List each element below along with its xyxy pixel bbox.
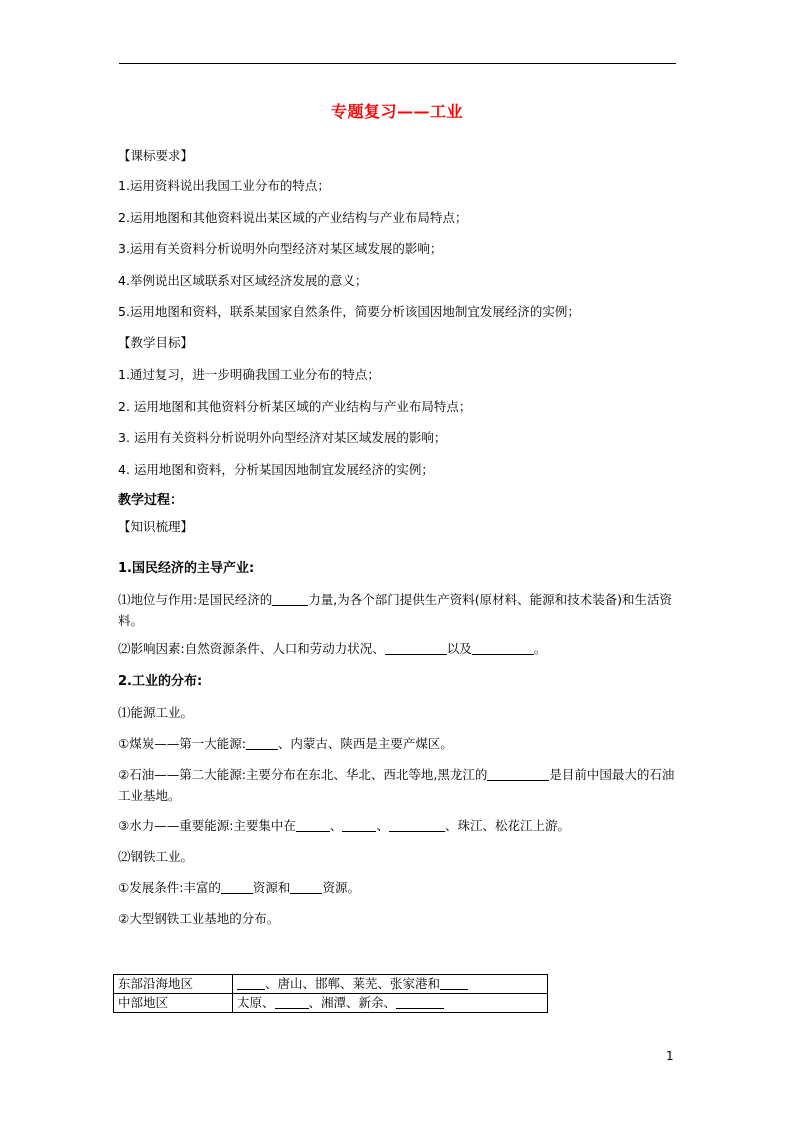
curriculum-heading: 【课标要求】 [118, 148, 194, 163]
goals-item-1: 1.通过复习，进一步明确我国工业分布的特点； [118, 367, 380, 382]
goals-heading: 【教学目标】 [118, 335, 194, 350]
goals-item-4: 4. 运用地图和资料，分析某国因地制宜发展经济的实例； [118, 462, 434, 477]
header-rule [119, 63, 676, 64]
steel-base-heading: ②大型钢铁工业基地的分布。 [118, 911, 280, 926]
goals-item-3: 3. 运用有关资料分析说明外向型经济对某区域发展的影响； [118, 430, 447, 445]
fill-blank[interactable] [272, 591, 308, 606]
energy-heading: ⑴能源工业。 [118, 705, 194, 720]
curriculum-item-4: 4.举例说出区域联系对区域经济发展的意义； [118, 273, 368, 288]
page-title: 专题复习——工业 [330, 102, 463, 121]
curriculum-item-2: 2.运用地图和其他资料说出某区域的产业结构与产业布局特点； [118, 210, 468, 225]
fill-blank[interactable] [385, 640, 447, 655]
fill-blank[interactable] [221, 879, 253, 894]
fill-blank[interactable] [487, 766, 549, 781]
curriculum-item-5: 5.运用地图和资料，联系某国家自然条件，简要分析该国因地制宜发展经济的实例； [118, 304, 580, 319]
fill-blank[interactable] [472, 640, 534, 655]
curriculum-item-1: 1.运用资料说出我国工业分布的特点； [118, 178, 330, 193]
steel-heading: ⑵钢铁工业。 [118, 849, 194, 864]
part1-paragraph-1: ⑴地位与作用:是国民经济的 力量,为各个部门提供生产资料(原材料、能源和技术装备)和生活资料。 [118, 592, 672, 628]
region-cell: 中部地区 [114, 994, 233, 1013]
steel-base-table [113, 974, 548, 1013]
part1-heading: 1.国民经济的主导产业: [118, 561, 255, 576]
table-row [114, 994, 548, 1013]
region-cell: 东部沿海地区 [114, 975, 233, 994]
oil-line: ②石油——第二大能源:主要分布在东北、华北、西北等地,黑龙江的 是目前中国最大的石油工业基地。 [118, 767, 675, 803]
fill-blank[interactable] [389, 817, 445, 832]
process-heading: 教学过程： [118, 493, 184, 508]
fill-blank[interactable] [440, 975, 468, 990]
bases-cell: 、唐山、邯郸、莱芜、张家港和 [233, 975, 548, 994]
steel-conditions: ①发展条件:丰富的 资源和 资源。 [118, 880, 360, 895]
fill-blank[interactable] [396, 994, 444, 1009]
curriculum-item-3: 3.运用有关资料分析说明外向型经济对某区域发展的影响； [118, 241, 443, 256]
coal-line: ①煤炭——第一大能源: 、内蒙古、陕西是主要产煤区。 [118, 736, 453, 751]
goals-item-2: 2. 运用地图和其他资料分析某区域的产业结构与产业布局特点； [118, 399, 472, 414]
fill-blank[interactable] [275, 994, 309, 1009]
fill-blank[interactable] [296, 817, 330, 832]
fill-blank[interactable] [237, 975, 265, 990]
knowledge-heading: 【知识梳理】 [118, 519, 194, 534]
hydro-line: ③水力——重要能源:主要集中在 、 、 、珠江、松花江上游。 [118, 818, 570, 833]
table-row [114, 975, 548, 994]
part1-paragraph-2: ⑵影响因素:自然资源条件、人口和劳动力状况、 以及 。 [118, 641, 547, 656]
fill-blank[interactable] [290, 879, 322, 894]
page-number: 1 [666, 1049, 674, 1063]
part2-heading: 2.工业的分布: [118, 674, 203, 689]
bases-cell: 太原、 、湘潭、新余、 [233, 994, 548, 1013]
fill-blank[interactable] [342, 817, 376, 832]
fill-blank[interactable] [246, 735, 278, 750]
